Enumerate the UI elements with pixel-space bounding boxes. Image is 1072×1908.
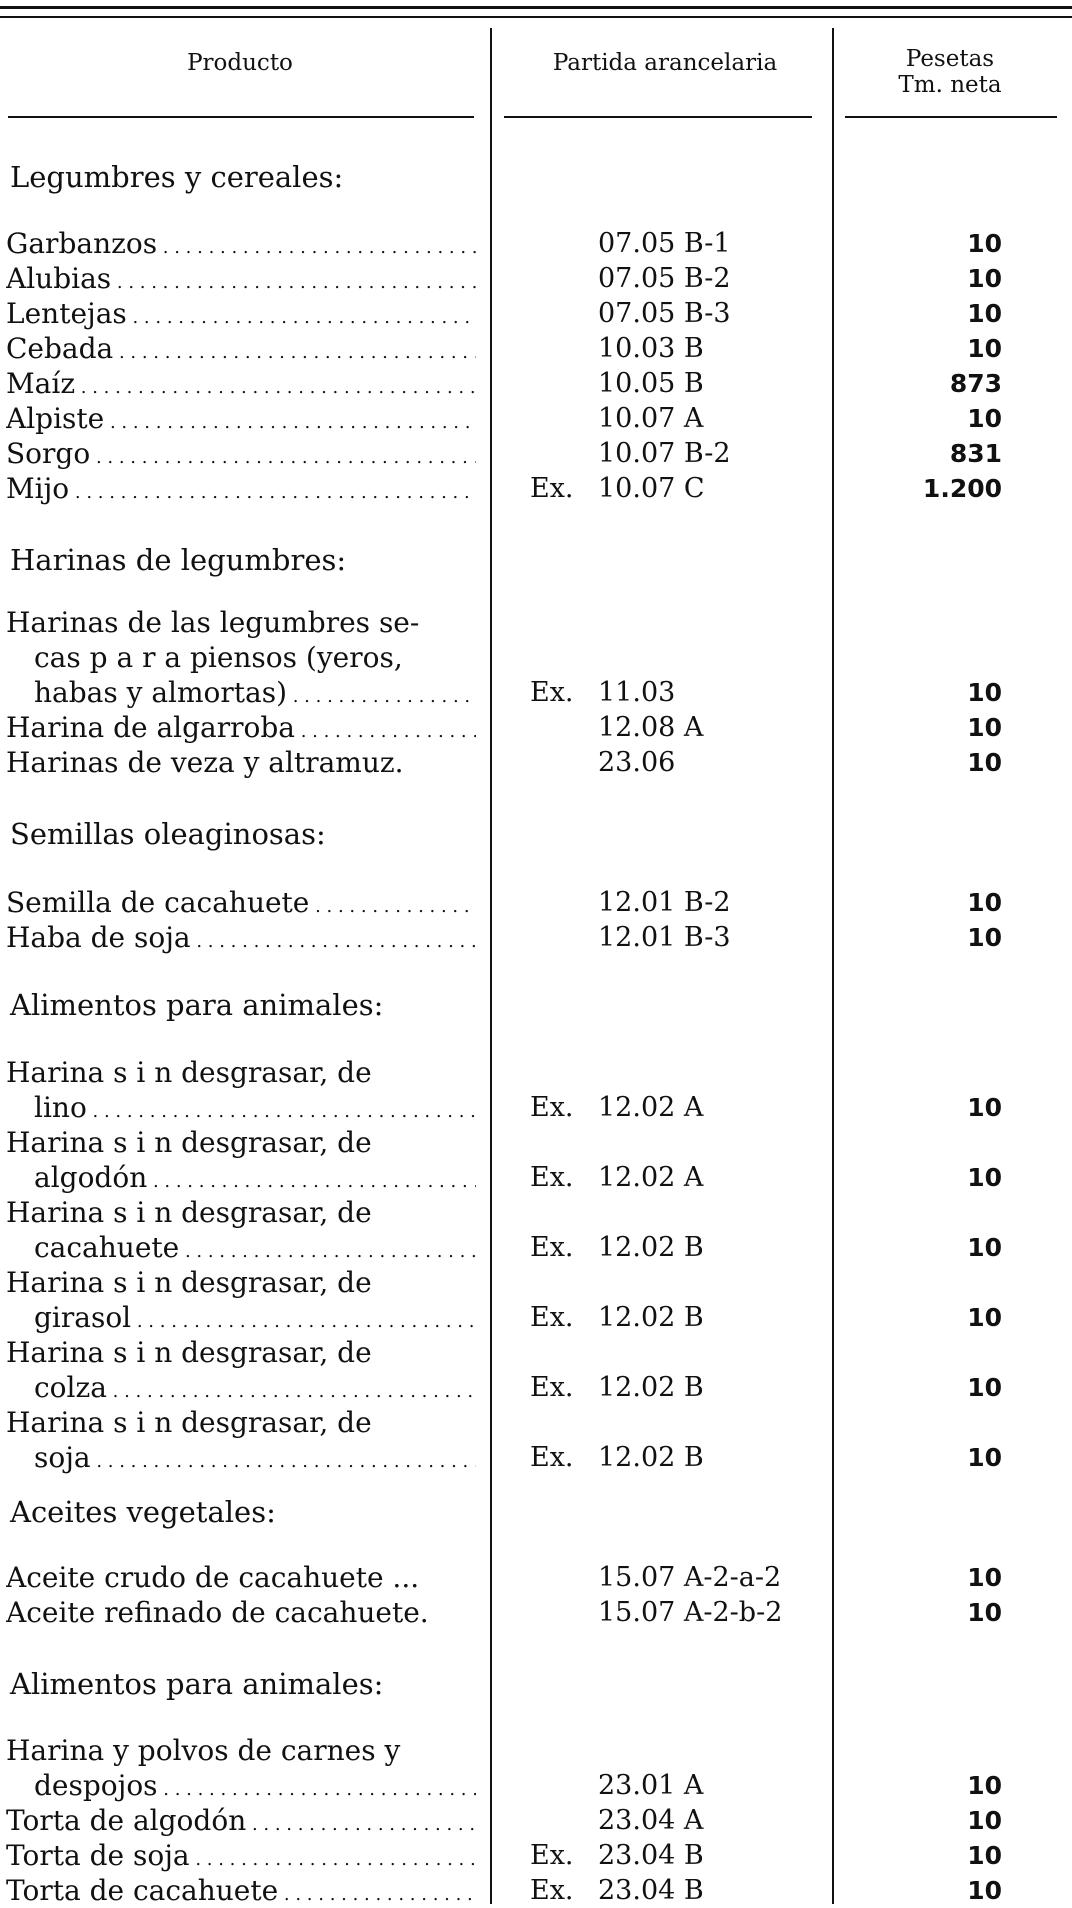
tariff-code: 23.04 B bbox=[598, 1840, 704, 1871]
section-heading: Alimentos para animales: bbox=[10, 988, 384, 1022]
pesetas-value: 10 bbox=[967, 1563, 1002, 1592]
tariff-code: 11.03 bbox=[598, 677, 676, 708]
product-name bbox=[6, 366, 476, 401]
tariff-code: 10.07 B-2 bbox=[598, 438, 731, 469]
pesetas-value: 10 bbox=[967, 1876, 1002, 1905]
pesetas-value: 10 bbox=[967, 1093, 1002, 1122]
tariff-code: 12.02 B bbox=[598, 1372, 704, 1403]
pesetas-value: 10 bbox=[967, 229, 1002, 258]
tariff-code: 10.03 B bbox=[598, 333, 704, 364]
product-name-line: Mijo . . . bbox=[6, 471, 476, 506]
product-name bbox=[6, 226, 476, 261]
tariff-code: 07.05 B-2 bbox=[598, 263, 731, 294]
product-name-line: girasol . . . bbox=[6, 1300, 476, 1335]
product-name-line: Torta de soja . . . bbox=[6, 1838, 476, 1873]
product-name-line: colza . . . bbox=[6, 1370, 476, 1405]
ex-marker: Ex. bbox=[530, 677, 574, 708]
ex-marker: Ex. bbox=[530, 1162, 574, 1193]
product-name-line: cacahuete . . . bbox=[6, 1230, 476, 1265]
product-name bbox=[6, 745, 476, 780]
tariff-code: 10.07 C bbox=[598, 473, 705, 504]
pesetas-value: 10 bbox=[967, 888, 1002, 917]
tariff-code: 12.02 A bbox=[598, 1092, 704, 1123]
product-name-line: habas y almortas) . . . bbox=[6, 675, 476, 710]
tariff-code: 12.01 B-2 bbox=[598, 887, 731, 918]
pesetas-value: 10 bbox=[967, 923, 1002, 952]
tariff-code: 23.06 bbox=[598, 747, 676, 778]
product-name-line: algodón . . . bbox=[6, 1160, 476, 1195]
section-heading: Harinas de legumbres: bbox=[10, 543, 347, 577]
pesetas-value: 10 bbox=[967, 299, 1002, 328]
product-name-line: Harina s i n desgrasar, de bbox=[6, 1406, 372, 1439]
product-name bbox=[6, 1055, 476, 1125]
header-partida: Partida arancelaria bbox=[552, 50, 778, 76]
product-name bbox=[6, 1803, 476, 1838]
tariff-code: 07.05 B-3 bbox=[598, 298, 731, 329]
product-name-line: Alubias . . . bbox=[6, 261, 476, 296]
section-heading: Legumbres y cereales: bbox=[10, 160, 344, 194]
product-name-line: Harina s i n desgrasar, de bbox=[6, 1056, 372, 1089]
tariff-code: 15.07 A-2-b-2 bbox=[598, 1597, 783, 1628]
header-underline-3 bbox=[845, 116, 1057, 118]
product-name bbox=[6, 1560, 476, 1595]
tariff-code: 12.01 B-3 bbox=[598, 922, 731, 953]
ex-marker: Ex. bbox=[530, 1302, 574, 1333]
pesetas-value: 10 bbox=[967, 404, 1002, 433]
pesetas-value: 10 bbox=[967, 1233, 1002, 1262]
product-name-line: Harina s i n desgrasar, de bbox=[6, 1126, 372, 1159]
product-name bbox=[6, 471, 476, 506]
header-underline-2 bbox=[504, 116, 812, 118]
section-heading: Alimentos para animales: bbox=[10, 1667, 384, 1701]
tariff-code: 23.04 B bbox=[598, 1875, 704, 1906]
top-rule-thick bbox=[0, 6, 1072, 9]
product-name bbox=[6, 1405, 476, 1475]
pesetas-value: 10 bbox=[967, 1806, 1002, 1835]
product-name bbox=[6, 1873, 476, 1908]
product-name bbox=[6, 1195, 476, 1265]
tariff-code: 12.02 B bbox=[598, 1232, 704, 1263]
product-name bbox=[6, 920, 476, 955]
product-name-line: Garbanzos . . . bbox=[6, 226, 476, 261]
pesetas-value: 873 bbox=[949, 369, 1002, 398]
product-name-line: Harina y polvos de carnes y bbox=[6, 1734, 401, 1767]
product-name-line: Cebada . . . bbox=[6, 331, 476, 366]
pesetas-value: 10 bbox=[967, 713, 1002, 742]
product-name bbox=[6, 605, 476, 710]
pesetas-value: 831 bbox=[949, 439, 1002, 468]
product-name-line: Semilla de cacahuete . . . bbox=[6, 885, 476, 920]
ex-marker: Ex. bbox=[530, 1232, 574, 1263]
tariff-code: 12.02 B bbox=[598, 1302, 704, 1333]
product-name-line: cas p a r a piensos (yeros, bbox=[34, 641, 403, 674]
product-name-line: Harinas de veza y altramuz. bbox=[6, 746, 404, 779]
product-name bbox=[6, 1838, 476, 1873]
ex-marker: Ex. bbox=[530, 1442, 574, 1473]
pesetas-value: 10 bbox=[967, 678, 1002, 707]
product-name bbox=[6, 1265, 476, 1335]
tariff-code: 15.07 A-2-a-2 bbox=[598, 1562, 782, 1593]
pesetas-value: 10 bbox=[967, 748, 1002, 777]
product-name bbox=[6, 885, 476, 920]
tariff-code: 23.01 A bbox=[598, 1770, 704, 1801]
pesetas-value: 10 bbox=[967, 1443, 1002, 1472]
column-divider-2 bbox=[832, 28, 834, 1904]
product-name bbox=[6, 401, 476, 436]
product-name-line: Haba de soja . . . bbox=[6, 920, 476, 955]
product-name-line: lino . . . bbox=[6, 1090, 476, 1125]
product-name-line: Torta de algodón . . . bbox=[6, 1803, 476, 1838]
product-name bbox=[6, 1335, 476, 1405]
product-name bbox=[6, 261, 476, 296]
pesetas-value: 10 bbox=[967, 1771, 1002, 1800]
product-name-line: Harina s i n desgrasar, de bbox=[6, 1196, 372, 1229]
product-name-line: Aceite refinado de cacahuete. bbox=[6, 1596, 429, 1629]
ex-marker: Ex. bbox=[530, 1840, 574, 1871]
ex-marker: Ex. bbox=[530, 1875, 574, 1906]
product-name-line: Alpiste . . . bbox=[6, 401, 476, 436]
tariff-code: 10.07 A bbox=[598, 403, 704, 434]
tariff-code: 23.04 A bbox=[598, 1805, 704, 1836]
product-name-line: Harinas de las legumbres se- bbox=[6, 606, 420, 639]
product-name bbox=[6, 1733, 476, 1803]
tariff-code: 10.05 B bbox=[598, 368, 704, 399]
column-divider-1 bbox=[490, 28, 492, 1904]
product-name-line: Sorgo . . . bbox=[6, 436, 476, 471]
product-name-line: Torta de cacahuete . . . bbox=[6, 1873, 476, 1908]
product-name-line: despojos . . . bbox=[6, 1768, 476, 1803]
pesetas-value: 10 bbox=[967, 1598, 1002, 1627]
tariff-code: 07.05 B-1 bbox=[598, 228, 731, 259]
section-heading: Aceites vegetales: bbox=[10, 1495, 276, 1529]
header-producto: Producto bbox=[187, 50, 293, 76]
product-name bbox=[6, 331, 476, 366]
pesetas-value: 1.200 bbox=[922, 474, 1002, 503]
ex-marker: Ex. bbox=[530, 1372, 574, 1403]
header-underline-1 bbox=[8, 116, 474, 118]
pesetas-value: 10 bbox=[967, 264, 1002, 293]
product-name-line: soja . . . bbox=[6, 1440, 476, 1475]
pesetas-value: 10 bbox=[967, 1163, 1002, 1192]
header-pesetas: Pesetas bbox=[905, 46, 995, 72]
product-name bbox=[6, 436, 476, 471]
product-name-line: Harina s i n desgrasar, de bbox=[6, 1336, 372, 1369]
pesetas-value: 10 bbox=[967, 1303, 1002, 1332]
product-name-line: Harina de algarroba . . . bbox=[6, 710, 476, 745]
pesetas-value: 10 bbox=[967, 334, 1002, 363]
product-name bbox=[6, 1125, 476, 1195]
pesetas-value: 10 bbox=[967, 1373, 1002, 1402]
product-name-line: Aceite crudo de cacahuete ... bbox=[6, 1561, 420, 1594]
ex-marker: Ex. bbox=[530, 473, 574, 504]
ex-marker: Ex. bbox=[530, 1092, 574, 1123]
header-tm-neta: Tm. neta bbox=[898, 72, 1002, 98]
section-heading: Semillas oleaginosas: bbox=[10, 817, 326, 851]
pesetas-value: 10 bbox=[967, 1841, 1002, 1870]
top-rule-thin bbox=[0, 16, 1072, 18]
tariff-code: 12.08 A bbox=[598, 712, 704, 743]
tariff-code: 12.02 B bbox=[598, 1442, 704, 1473]
product-name-line: Lentejas . . . bbox=[6, 296, 476, 331]
tariff-code: 12.02 A bbox=[598, 1162, 704, 1193]
product-name bbox=[6, 296, 476, 331]
product-name bbox=[6, 1595, 476, 1630]
product-name-line: Maíz . . . bbox=[6, 366, 476, 401]
product-name bbox=[6, 710, 476, 745]
product-name-line: Harina s i n desgrasar, de bbox=[6, 1266, 372, 1299]
